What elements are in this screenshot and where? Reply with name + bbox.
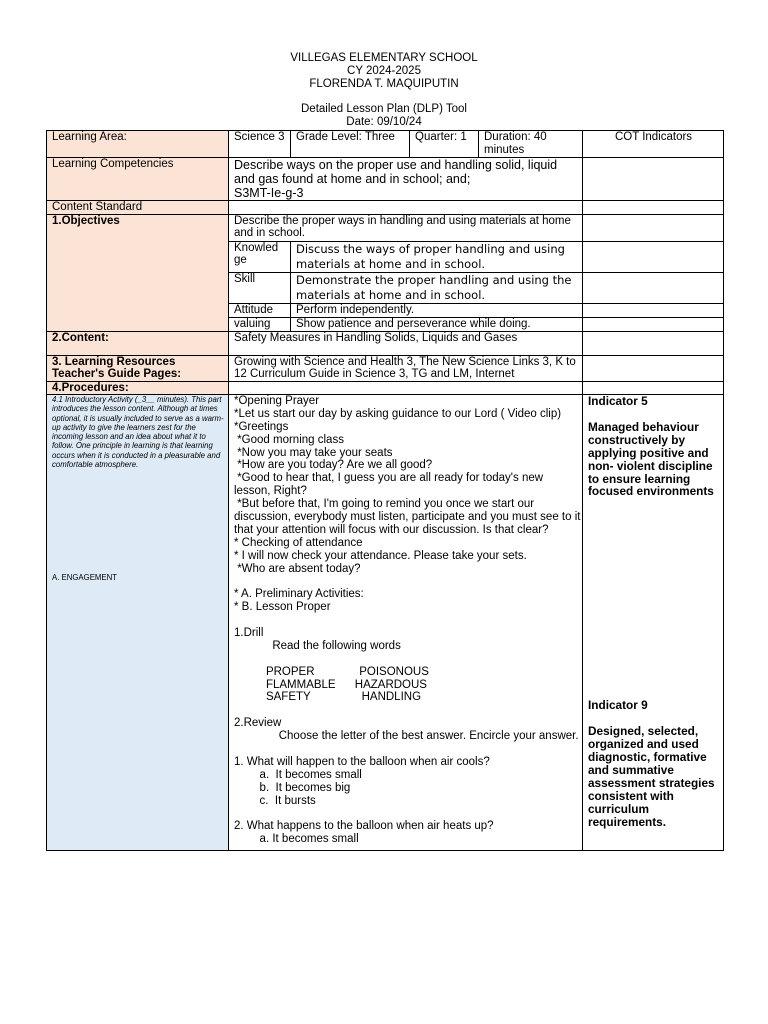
objectives-label: 1.Objectives <box>47 214 229 331</box>
row-competencies <box>47 158 724 201</box>
indicator-9-title: Indicator 9 <box>588 698 648 713</box>
objectives-text: Describe the proper ways in handling and using materials at home and in school. <box>229 214 583 241</box>
quarter-cell: Quarter: 1 <box>410 131 479 158</box>
content-text: Safety Measures in Handling Solids, Liquids and Gases <box>229 331 583 355</box>
row-content <box>47 331 724 355</box>
cot-cell-procedures <box>583 381 724 395</box>
competencies-label: Learning Competencies <box>47 158 229 201</box>
cot-cell-skill <box>583 272 724 303</box>
competencies-cell <box>229 158 583 201</box>
procedure-line <box>234 743 578 756</box>
indicator-9-text: Designed, selected, organized and used diagnostic, formative and summative assessment strategies consistent with curriculum requirements. <box>588 724 715 829</box>
procedure-line: *How are you today? Are we all good? <box>234 459 433 472</box>
lesson-date: Date: 09/10/24 <box>346 116 422 128</box>
attitude-label: Attitude <box>229 303 291 317</box>
resources-label-line2: Teacher's Guide Pages: <box>52 368 182 380</box>
content-standard-value <box>229 201 583 215</box>
procedure-line: * Checking of attendance <box>234 536 363 549</box>
cot-cell-content <box>583 331 724 355</box>
procedure-line: 1.Drill <box>234 627 264 640</box>
row-learning-area <box>47 131 724 158</box>
procedure-line: * I will now check your attendance. Please take your sets. <box>234 549 527 562</box>
teacher-name: FLORENDA T. MAQUIPUTIN <box>309 78 459 90</box>
procedure-line: Read the following words <box>234 639 401 652</box>
row-procedures-body <box>47 395 724 851</box>
cot-cell-objectives <box>583 214 724 241</box>
knowledge-text: Discuss the ways of proper handling and using materials at home and in school. <box>291 241 583 272</box>
school-year: CY 2024-2025 <box>347 65 421 77</box>
procedures-content <box>229 395 583 851</box>
content-standard-label: Content Standard <box>47 201 229 215</box>
document-header <box>0 52 768 129</box>
procedure-line: a. It becomes small <box>234 833 359 846</box>
procedure-line <box>234 653 578 666</box>
subject-cell: Science 3 <box>229 131 291 158</box>
procedure-line: discussion, everybody must listen, participate and you must see to it <box>234 511 581 524</box>
procedure-line: SAFETY HANDLING <box>234 691 422 704</box>
grade-level-cell: Grade Level: Three <box>291 131 410 158</box>
procedure-line: *Let us start our day by asking guidance to our Lord ( Video clip) <box>234 407 562 420</box>
cot-indicators-cell <box>583 395 724 851</box>
procedure-line: FLAMMABLE HAZARDOUS <box>234 678 427 691</box>
procedure-line: *Good morning class <box>234 433 344 446</box>
introductory-activity-note: 4.1 Introductory Activity (_3__ minutes). This part introduces the lesson content. Although at times optional, it is usually included to serve as a warm-up activity to give the learners zest for the incoming lesson and an idea about what it to follow. One principle in learning is that learning occurs when it is conducted in a pleasurable and comfortable atmosphere. <box>52 395 224 470</box>
cot-cell-attitude <box>583 303 724 317</box>
competencies-code: S3MT-Ie-g-3 <box>234 186 304 200</box>
school-name: VILLEGAS ELEMENTARY SCHOOL <box>290 52 478 64</box>
procedure-line: * B. Lesson Proper <box>234 601 331 614</box>
resources-text: Growing with Science and Health 3, The New Science Links 3, K to 12 Curriculum Guide in Science 3, TG and LM, Internet <box>229 355 583 381</box>
procedure-line: c. It bursts <box>234 794 316 807</box>
cot-cell-knowledge <box>583 241 724 272</box>
procedure-line <box>234 575 578 588</box>
procedure-line: *Opening Prayer <box>234 395 320 407</box>
procedures-label: 4.Procedures: <box>47 381 229 395</box>
attitude-text: Perform independently. <box>291 303 583 317</box>
procedure-line <box>234 614 578 627</box>
cot-cell-standard <box>583 201 724 215</box>
procedure-line: 2.Review <box>234 717 282 730</box>
procedure-line: Choose the letter of the best answer. Encircle your answer. <box>234 730 579 743</box>
procedure-line: PROPER POISONOUS <box>234 665 429 678</box>
procedure-line: b. It becomes big <box>234 781 351 794</box>
row-resources <box>47 355 724 381</box>
procedure-line: *Greetings <box>234 420 289 433</box>
procedures-left-cell <box>47 395 229 851</box>
row-objectives <box>47 214 724 241</box>
resources-label-line1: 3. Learning Resources <box>52 355 176 368</box>
duration-cell: Duration: 40 minutes <box>479 131 583 158</box>
knowledge-label: Knowled ge <box>229 241 291 272</box>
procedure-line: * A. Preliminary Activities: <box>234 588 364 601</box>
valuing-text: Show patience and perseverance while doing. <box>291 317 583 331</box>
procedure-line <box>234 704 578 717</box>
cot-cell-valuing <box>583 317 724 331</box>
procedure-line: *But before that, I'm going to remind you once we start our <box>234 498 535 511</box>
competencies-text: Describe ways on the proper use and handling solid, liquid and gas found at home and in school; and; <box>234 158 558 186</box>
learning-area-label: Learning Area: <box>47 131 229 158</box>
procedure-line: 2. What happens to the balloon when air heats up? <box>234 820 494 833</box>
valuing-label: valuing <box>229 317 291 331</box>
skill-text: Demonstrate the proper handling and using the materials at home and in school. <box>291 272 583 303</box>
procedure-line: *Now you may take your seats <box>234 446 393 459</box>
lesson-plan-table <box>46 130 724 851</box>
procedure-line: that your attention will focus with our discussion. Is that clear? <box>234 523 549 536</box>
procedure-line: *Who are absent today? <box>234 562 361 575</box>
procedure-line: lesson, Right? <box>234 485 307 498</box>
indicator-5-title: Indicator 5 <box>588 394 648 408</box>
content-label: 2.Content: <box>47 331 229 355</box>
procedure-line <box>234 808 578 821</box>
procedure-line: 1. What will happen to the balloon when air cools? <box>234 755 490 768</box>
cot-cell-resources <box>583 355 724 381</box>
procedure-line: a. It becomes small <box>234 768 362 781</box>
skill-label: Skill <box>229 272 291 303</box>
engagement-label: A. ENGAGEMENT <box>52 573 117 583</box>
indicator-5-text: Managed behaviour constructively by applying positive and non- violent discipline to ensure learning focused environments <box>588 419 714 499</box>
procedure-line: *Good to hear that, I guess you are all ready for today's new <box>234 472 544 485</box>
row-content-standard <box>47 201 724 215</box>
cot-cell-competencies <box>583 158 724 201</box>
row-procedures-header <box>47 381 724 395</box>
tool-title: Detailed Lesson Plan (DLP) Tool <box>301 103 467 115</box>
cot-indicators-header: COT Indicators <box>583 131 724 158</box>
resources-label <box>47 355 229 381</box>
procedures-header-cell <box>229 381 583 395</box>
